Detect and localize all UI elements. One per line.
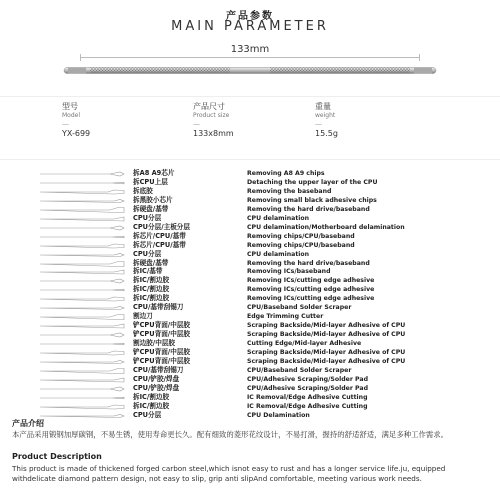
tool-use-cn: CPU/铲胶/焊盘 [133,374,180,383]
tool-use-en: Scraping Backside/Mid-layer Adhesive of CPU [247,349,406,356]
tool-use-en: CPU/Baseband Solder Scraper [247,366,352,374]
tool-handle-image [62,66,438,75]
param-size [193,102,234,138]
param-size-dash: — [193,120,200,128]
tool-use-cn: 拆IC/基带 [133,267,163,276]
tool-use-en: Removing the baseband [247,187,332,195]
tool-use-en: Removing chips/CPU/baseband [247,232,355,240]
tool-use-cn: 拆IC/割边胶 [133,285,170,294]
tool-use-en: Cutting Edge/Mid-layer Adhesive [247,340,362,348]
intro-title: 产品介绍 [12,419,44,428]
tool-use-cn: 拆IC/割边胶 [133,294,170,303]
tool-use-cn: 拆芯片/CPU/基带 [133,240,186,249]
tool-use-en: Removing ICs/cutting edge adhesive [247,286,375,294]
tool-use-en: Scraping Backside/Mid-layer Adhesive of CPU [247,357,406,365]
param-model-label-en: Model [62,112,81,119]
tool-use-en: CPU delamination [247,214,310,222]
tool-use-cn: 拆芯片/CPU/基带 [133,231,186,240]
parameter-table [0,96,500,160]
tool-use-en: Removing A8 A9 chips [247,170,325,177]
tool-use-cn: 铲CPU背面/中层胶 [133,348,190,356]
tool-use-cn: 铲CPU背面/中层胶 [133,356,190,365]
description-title: Product Description [12,452,102,461]
tool-use-cn: 拆A8 A9芯片 [133,169,175,177]
tool-use-cn: CPU分层 [133,249,162,258]
tool-use-cn: CPU/基带刮锡刀 [133,365,184,374]
tool-use-cn: 拆CPU上层 [133,177,168,186]
tool-use-cn: 铲CPU背面/中层胶 [133,330,190,339]
tool-use-cn: 拆硬盘/基带 [133,258,169,267]
length-label: 133mm [230,44,270,55]
tool-use-en: CPU delamination [247,250,310,258]
tool-use-cn: CPU分层 [133,213,162,222]
tool-use-cn: CPU分层/主板分层 [133,222,190,231]
tool-use-en: Removing ICs/cutting edge adhesive [247,295,375,303]
intro-text: 本产品采用锻钢加厚碳钢，不易生锈，使用寿命更长久。配有细致的菱形花纹设计，不易打滑，握持的舒适舒适，满足多种工作需求。 [12,430,449,439]
param-model-label: 型号 [62,102,78,111]
tool-use-en: Removing the hard drive/baseband [247,259,370,267]
page-title-en: MAIN PARAMETER [171,19,329,34]
tool-use-cn: 拆IC/割边胶 [133,276,170,285]
tool-use-en: CPU/Adhesive Scraping/Solder Pad [247,375,368,383]
tool-use-en: Edge Trimming Cutter [247,313,324,321]
tool-use-cn: 拆硬盘/基带 [133,204,169,213]
page-title-cn: 产品参数 [226,11,274,22]
tool-use-en: Removing chips/CPU/baseband [247,241,355,249]
param-weight-label: 重量 [315,102,331,111]
tool-use-cn: CPU分层 [133,410,162,419]
dimension-line [80,57,420,58]
tool-tip-icon [40,413,125,419]
tool-row [0,410,500,421]
tool-use-en: IC Removal/Edge Adhesive Cutting [247,393,368,401]
tool-use-cn: CPU/基带刮锡刀 [133,303,184,312]
tool-use-en: CPU delamination/Motherboard delamination [247,223,405,231]
param-weight-dash: — [315,120,322,128]
tool-use-en: Removing ICs/baseband [247,268,331,276]
param-size-label-en: Product size [193,112,230,119]
tool-use-en: IC Removal/Edge Adhesive Cutting [247,402,368,410]
tool-use-en: Scraping Backside/Mid-layer Adhesive of CPU [247,322,406,330]
tool-use-en: Detaching the upper layer of the CPU [247,178,378,186]
param-model [62,102,90,138]
param-weight-value: 15.5g [315,129,338,138]
param-size-value: 133x8mm [193,129,234,138]
tool-use-cn: 割边胶/中层胶 [133,339,175,348]
tool-use-en: Removing ICs/cutting edge adhesive [247,277,375,285]
tool-use-cn: 割边刀 [133,312,153,321]
tool-use-en: Removing small black adhesive chips [247,196,377,204]
tool-use-en: Scraping Backside/Mid-layer Adhesive of CPU [247,331,406,339]
tool-use-en: Removing the hard drive/baseband [247,205,370,213]
param-weight-label-en: weight [315,112,336,119]
tool-use-en: CPU/Adhesive Scraping/Solder Pad [247,384,368,392]
description-text: This product is made of thickened forged carbon steel,which isnot easy to rust and has a longer service life.ju, equipped withdelicate diamond pattern design, not easy to slip, grip anti slipAnd comfortable, meeting various work needs. [12,464,446,483]
tool-use-en: CPU Delamination [247,411,310,419]
tool-use-cn: 拆底胶 [133,186,153,195]
param-model-value: YX-699 [62,129,91,138]
param-size-label: 产品尺寸 [193,102,225,111]
param-model-dash: — [62,120,69,128]
tool-use-en: CPU/Baseband Solder Scraper [247,304,352,312]
tool-use-cn: 拆黑胶小芯片 [133,195,173,204]
tool-use-cn: 拆IC/割边胶 [133,392,170,401]
param-weight [315,102,338,138]
tool-use-cn: CPU/铲胶/焊盘 [133,383,180,392]
tool-use-cn: 铲CPU背面/中层胶 [133,321,190,330]
tool-use-cn: 拆IC/割边胶 [133,401,170,410]
